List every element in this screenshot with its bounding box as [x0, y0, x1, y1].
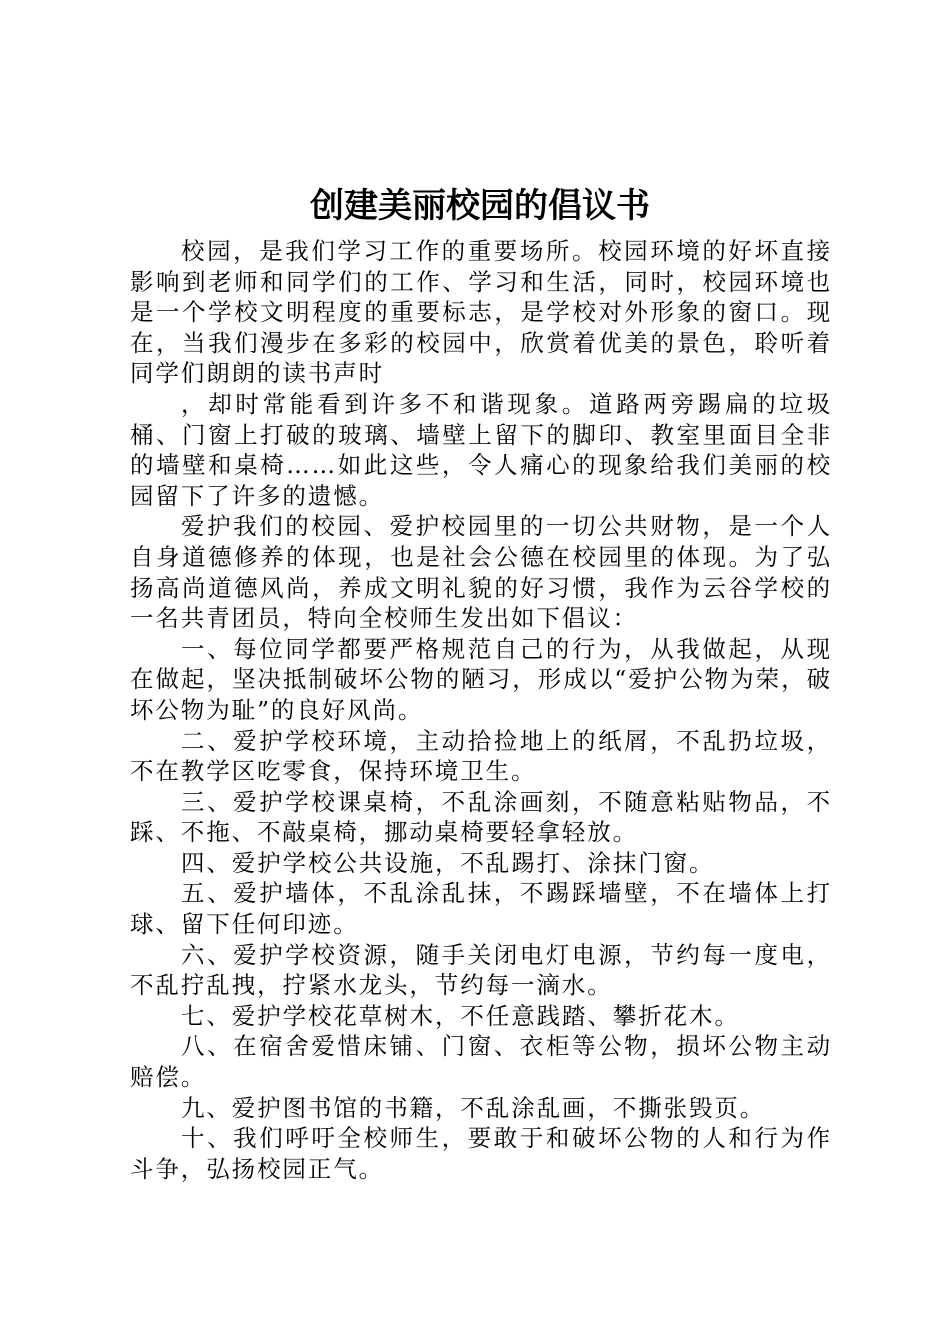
proposal-item-5: 五、爱护墙体，不乱涂乱抹，不踢踩墙壁，不在墙体上打球、留下任何印迹。: [130, 879, 832, 939]
proposal-item-4: 四、爱护学校公共设施，不乱踢打、涂抹门窗。: [181, 848, 715, 877]
proposal-item-3: 三、爱护学校课桌椅，不乱涂画刻，不随意粘贴物品，不踩、不拖、不敲桌椅，挪动桌椅要轻拿轻放。: [130, 787, 832, 847]
paragraph-purpose: 爱护我们的校园、爱护校园里的一切公共财物，是一个人自身道德修养的体现，也是社会公德在校园里的体现。为了弘扬高尚道德风尚，养成文明礼貌的好习惯，我作为云谷学校的一名共青团员，特向全校师生发出如下倡议：: [130, 512, 832, 633]
paragraph-intro: 校园，是我们学习工作的重要场所。校园环境的好坏直接影响到老师和同学们的工作、学习和生活，同时，校园环境也是一个学校文明程度的重要标志，是学校对外形象的窗口。现在，当我们漫步在多彩的校园中，欣赏着优美的景色，聆听着同学们朗朗的读书声时: [130, 237, 832, 388]
proposal-item-10: 十、我们呼吁全校师生，要敢于和破坏公物的人和行为作斗争，弘扬校园正气。: [130, 1124, 832, 1183]
proposal-item-2: 二、爱护学校环境，主动拾捡地上的纸屑，不乱扔垃圾，不在教学区吃零食，保持环境卫生。: [130, 726, 832, 786]
proposal-item-8: 八、在宿舍爱惜床铺、门窗、衣柜等公物，损坏公物主动赔偿。: [130, 1032, 832, 1092]
paragraph-problems: ，却时常能看到许多不和谐现象。道路两旁踢扁的垃圾桶、门窗上打破的玻璃、墙壁上留下的脚印、教室里面目全非的墙壁和桌椅……如此这些，令人痛心的现象给我们美丽的校园留下了许多的遗憾。: [130, 389, 832, 510]
document-body: [130, 236, 832, 1184]
proposal-item-9: 九、爱护图书馆的书籍，不乱涂乱画，不撕张毁页。: [181, 1093, 766, 1122]
proposal-item-1: 一、每位同学都要严格规范自己的行为，从我做起，从现在做起，坚决抵制破坏公物的陋习，形成以“爱护公物为荣，破坏公物为耻”的良好风尚。: [130, 634, 832, 724]
proposal-item-7: 七、爱护学校花草树木，不任意践踏、攀折花木。: [181, 1001, 740, 1030]
proposal-item-6: 六、爱护学校资源，随手关闭电灯电源，节约每一度电，不乱拧乱拽，拧紧水龙头，节约每一滴水。: [130, 940, 832, 1000]
document-title: 创建美丽校园的倡议书: [310, 186, 650, 226]
